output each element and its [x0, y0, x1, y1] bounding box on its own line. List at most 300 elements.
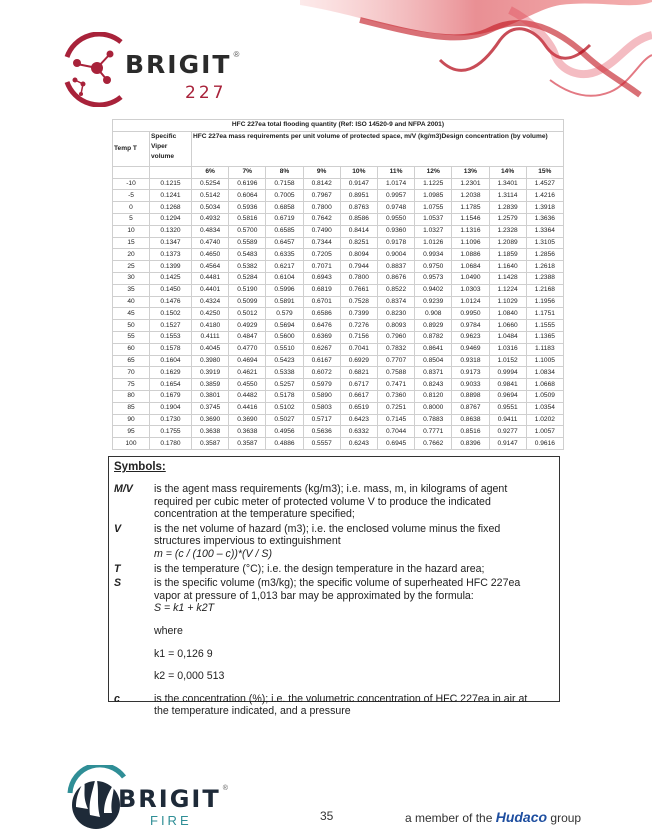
specific-volume-cell: 0.1268: [150, 202, 192, 214]
specific-volume-cell: 0.1730: [150, 414, 192, 426]
mass-cell: 0.5102: [266, 402, 303, 414]
table-row: [113, 343, 564, 355]
specific-volume-cell: 0.1502: [150, 308, 192, 320]
mass-cell: 0.7344: [303, 237, 340, 249]
symbol-key: c: [114, 692, 120, 705]
mass-cell: 0.9173: [452, 367, 489, 379]
table-row: [113, 178, 564, 190]
specific-volume-cell: 0.1399: [150, 261, 192, 273]
mass-cell: 0.5142: [192, 190, 229, 202]
mass-cell: 0.7707: [377, 355, 414, 367]
mass-cell: 0.7960: [377, 331, 414, 343]
percent-header: 13%: [452, 166, 489, 178]
header-temp: Temp T: [113, 131, 150, 166]
mass-cell: 0.8767: [452, 402, 489, 414]
mass-cell: 1.3636: [526, 213, 563, 225]
symbol-key: M/V: [114, 483, 133, 495]
mass-cell: 1.1225: [415, 178, 452, 190]
mass-cell: 0.7661: [340, 284, 377, 296]
member-prefix: a member of the: [405, 811, 493, 825]
mass-cell: 0.5936: [229, 202, 266, 214]
table-row: [113, 308, 564, 320]
temp-cell: 65: [113, 355, 150, 367]
temp-cell: 35: [113, 284, 150, 296]
mass-cell: 1.1096: [452, 237, 489, 249]
mass-cell: 1.3114: [489, 190, 526, 202]
mass-cell: 1.1365: [526, 331, 563, 343]
mass-cell: 0.7276: [340, 320, 377, 332]
mass-cell: 0.3690: [192, 414, 229, 426]
specific-volume-cell: 0.1320: [150, 225, 192, 237]
temp-cell: 25: [113, 261, 150, 273]
mass-cell: 0.4932: [192, 213, 229, 225]
table-row: [113, 426, 564, 438]
symbol-description: [154, 648, 554, 661]
symbol-description-line: k1 = 0,126 9: [154, 647, 213, 660]
table-row: [113, 402, 564, 414]
specific-volume-cell: 0.1450: [150, 284, 192, 296]
mass-cell: 1.1428: [489, 272, 526, 284]
mass-cell: 0.7883: [415, 414, 452, 426]
mass-cell: 0.8522: [377, 284, 414, 296]
footer-brand-lockup: [118, 785, 228, 813]
mass-cell: 0.9994: [489, 367, 526, 379]
mass-cell: 0.7041: [340, 343, 377, 355]
mass-cell: 0.4180: [192, 320, 229, 332]
table-row: [113, 213, 564, 225]
table-row: [113, 190, 564, 202]
mass-cell: 0.4740: [192, 237, 229, 249]
temp-cell: 95: [113, 426, 150, 438]
page-number: 35: [320, 809, 334, 823]
specific-volume-cell: 0.1604: [150, 355, 192, 367]
mass-cell: 1.0537: [415, 213, 452, 225]
mass-cell: 1.1956: [526, 296, 563, 308]
symbol-key: T: [114, 562, 121, 575]
mass-cell: 1.1029: [489, 296, 526, 308]
mass-cell: 0.8929: [415, 320, 452, 332]
mass-cell: 0.7205: [303, 249, 340, 261]
mass-cell: 1.3364: [526, 225, 563, 237]
symbols-box: [108, 456, 560, 718]
header-specific-volume: Specific Viper volume: [150, 131, 192, 166]
mass-cell: 0.5890: [303, 390, 340, 402]
mass-cell: 0.8093: [377, 320, 414, 332]
flooding-quantity-table: [112, 119, 564, 450]
mass-cell: 0.6167: [303, 355, 340, 367]
mass-cell: 0.4834: [192, 225, 229, 237]
mass-cell: 0.6585: [266, 225, 303, 237]
percent-header: 15%: [526, 166, 563, 178]
mass-cell: 0.5717: [303, 414, 340, 426]
mass-cell: 0.8898: [452, 390, 489, 402]
symbol-definition: [114, 670, 554, 683]
mass-cell: 0.7399: [340, 308, 377, 320]
mass-cell: 0.5254: [192, 178, 229, 190]
mass-cell: 0.9934: [415, 249, 452, 261]
mass-cell: 1.1183: [526, 343, 563, 355]
mass-cell: 0.8516: [452, 426, 489, 438]
symbol-description-line: is the specific volume (m3/kg); the specific volume of superheated HFC 227ea: [154, 577, 521, 590]
mass-cell: 1.2089: [489, 237, 526, 249]
mass-cell: 0.9147: [340, 178, 377, 190]
symbol-description-line: is the agent mass requirements (kg/m3); i.e. mass, m, in kilograms of agent: [154, 483, 508, 495]
mass-cell: 0.4847: [229, 331, 266, 343]
mass-cell: 0.5178: [266, 390, 303, 402]
mass-cell: 1.2618: [526, 261, 563, 273]
brand-lockup: [125, 50, 239, 79]
mass-cell: 0.6243: [340, 438, 377, 450]
table-row: [113, 355, 564, 367]
symbol-key: V: [114, 522, 122, 535]
table-row: [113, 367, 564, 379]
mass-cell: 0.3980: [192, 355, 229, 367]
mass-cell: 1.1546: [452, 213, 489, 225]
mass-cell: 1.2168: [526, 284, 563, 296]
specific-volume-cell: 0.1527: [150, 320, 192, 332]
table-row: [113, 414, 564, 426]
symbol-key: [114, 670, 154, 683]
temp-cell: 85: [113, 402, 150, 414]
registered-mark: ®: [233, 50, 240, 59]
specific-volume-cell: 0.1215: [150, 178, 192, 190]
mass-cell: 0.9147: [489, 438, 526, 450]
member-note: [405, 809, 581, 825]
temp-cell: 70: [113, 367, 150, 379]
mass-cell: 0.9573: [415, 272, 452, 284]
mass-cell: 0.8094: [340, 249, 377, 261]
mass-cell: 1.2301: [452, 178, 489, 190]
mass-cell: 0.9360: [377, 225, 414, 237]
symbol-definition: [114, 648, 554, 661]
table-row: [113, 284, 564, 296]
mass-cell: 0.6943: [303, 272, 340, 284]
mass-cell: 0.3919: [192, 367, 229, 379]
mass-cell: 0.8142: [303, 178, 340, 190]
percent-header: 7%: [229, 166, 266, 178]
mass-cell: 0.4550: [229, 379, 266, 391]
symbol-description-line: required per cubic meter of protected volume V to produce the indicated: [154, 495, 491, 508]
mass-cell: 0.7800: [303, 202, 340, 214]
mass-cell: 0.9551: [489, 402, 526, 414]
red-smoke-graphic: [300, 0, 652, 110]
specific-volume-cell: 0.1904: [150, 402, 192, 414]
symbol-description-line: m = (c / (100 – c))*(V / S): [154, 547, 273, 560]
mass-cell: 0.908: [415, 308, 452, 320]
mass-cell: 1.1555: [526, 320, 563, 332]
brigit-227-logo-icon: [55, 32, 125, 107]
table-row: [113, 320, 564, 332]
mass-cell: 0.7800: [340, 272, 377, 284]
mass-cell: 0.8000: [415, 402, 452, 414]
mass-cell: 0.7471: [377, 379, 414, 391]
mass-cell: 0.4416: [229, 402, 266, 414]
mass-cell: 0.6064: [229, 190, 266, 202]
mass-cell: 0.5996: [266, 284, 303, 296]
mass-cell: 0.6719: [266, 213, 303, 225]
mass-cell: 0.6819: [303, 284, 340, 296]
mass-cell: 0.7832: [377, 343, 414, 355]
mass-cell: 0.8396: [452, 438, 489, 450]
mass-cell: 1.0327: [415, 225, 452, 237]
mass-cell: 1.0152: [489, 355, 526, 367]
symbol-description: [154, 563, 554, 576]
temp-cell: 80: [113, 390, 150, 402]
mass-cell: 0.4929: [229, 320, 266, 332]
mass-cell: 0.9950: [452, 308, 489, 320]
mass-cell: 1.1785: [452, 202, 489, 214]
mass-cell: 0.4770: [229, 343, 266, 355]
symbol-description-line: is the net volume of hazard (m3); i.e. the enclosed volume minus the fixed: [154, 522, 501, 535]
temp-cell: 45: [113, 308, 150, 320]
table-row: [113, 249, 564, 261]
temp-cell: -5: [113, 190, 150, 202]
table-row: [113, 202, 564, 214]
mass-cell: 0.5338: [266, 367, 303, 379]
mass-cell: 0.4111: [192, 331, 229, 343]
symbol-description-line: is the concentration (%); i.e. the volumetric concentration of HFC 227ea in air at: [154, 692, 528, 705]
specific-volume-cell: 0.1373: [150, 249, 192, 261]
mass-cell: 0.9784: [452, 320, 489, 332]
mass-cell: 0.4482: [229, 390, 266, 402]
table-row: [113, 296, 564, 308]
temp-cell: 40: [113, 296, 150, 308]
temp-cell: -10: [113, 178, 150, 190]
specific-volume-cell: 0.1294: [150, 213, 192, 225]
mass-cell: 0.9178: [377, 237, 414, 249]
hudaco-brand: Hudaco: [495, 809, 548, 825]
mass-cell: 0.6617: [340, 390, 377, 402]
mass-cell: 0.9033: [452, 379, 489, 391]
percent-header: 12%: [415, 166, 452, 178]
symbol-definition: [114, 693, 554, 718]
specific-volume-cell: 0.1578: [150, 343, 192, 355]
mass-cell: 0.9623: [452, 331, 489, 343]
mass-cell: 1.0174: [377, 178, 414, 190]
mass-cell: 0.6072: [303, 367, 340, 379]
mass-cell: 0.3859: [192, 379, 229, 391]
mass-cell: 1.1316: [452, 225, 489, 237]
mass-cell: 0.5190: [229, 284, 266, 296]
mass-cell: 0.8120: [415, 390, 452, 402]
table-title-row: [113, 120, 564, 132]
footer-brand-name: BRIGIT: [118, 785, 221, 813]
symbol-description-line: the temperature indicated, and a pressure: [154, 705, 351, 718]
table-row: [113, 379, 564, 391]
symbols-title: Symbols:: [114, 461, 166, 473]
mass-cell: 0.5803: [303, 402, 340, 414]
mass-cell: 1.2579: [489, 213, 526, 225]
mass-cell: 0.8243: [415, 379, 452, 391]
mass-cell: 0.6369: [303, 331, 340, 343]
mass-cell: 0.8763: [340, 202, 377, 214]
mass-cell: 0.9402: [415, 284, 452, 296]
mass-cell: 0.7156: [340, 331, 377, 343]
mass-cell: 0.7967: [303, 190, 340, 202]
mass-cell: 1.2839: [489, 202, 526, 214]
mass-cell: 0.8230: [377, 308, 414, 320]
specific-volume-cell: 0.1629: [150, 367, 192, 379]
mass-cell: 0.8251: [340, 237, 377, 249]
mass-cell: 0.7158: [266, 178, 303, 190]
table-title: HFC 227ea total flooding quantity (Ref: ISO 14520-9 and NFPA 2001): [113, 120, 564, 132]
temp-cell: 60: [113, 343, 150, 355]
symbol-description-line: concentration at the temperature specified;: [154, 508, 355, 521]
mass-cell: 0.8414: [340, 225, 377, 237]
mass-cell: 0.8782: [415, 331, 452, 343]
product-number: 227: [185, 83, 227, 103]
mass-cell: 0.6945: [377, 438, 414, 450]
temp-cell: 15: [113, 237, 150, 249]
mass-cell: 0.7145: [377, 414, 414, 426]
mass-cell: 0.5423: [266, 355, 303, 367]
mass-cell: 0.7642: [303, 213, 340, 225]
mass-cell: 0.6519: [340, 402, 377, 414]
table-row: [113, 237, 564, 249]
member-suffix: group: [550, 811, 582, 825]
mass-cell: 0.4694: [229, 355, 266, 367]
mass-cell: 0.5257: [266, 379, 303, 391]
mass-cell: 0.9616: [526, 438, 563, 450]
percent-header: 10%: [340, 166, 377, 178]
mass-cell: 0.7044: [377, 426, 414, 438]
mass-cell: 0.3638: [229, 426, 266, 438]
mass-cell: 1.0684: [452, 261, 489, 273]
mass-cell: 1.0202: [526, 414, 563, 426]
mass-cell: 0.8837: [377, 261, 414, 273]
specific-volume-cell: 0.1476: [150, 296, 192, 308]
mass-cell: 1.1640: [489, 261, 526, 273]
mass-cell: 0.6267: [303, 343, 340, 355]
empty-cell: [150, 166, 192, 178]
mass-cell: 0.3801: [192, 390, 229, 402]
percent-header: 8%: [266, 166, 303, 178]
footer-brand-sub: FIRE: [150, 813, 192, 828]
mass-cell: 1.1005: [526, 355, 563, 367]
mass-cell: 0.5099: [229, 296, 266, 308]
mass-cell: 0.6335: [266, 249, 303, 261]
mass-cell: 0.5636: [303, 426, 340, 438]
mass-cell: 1.0755: [415, 202, 452, 214]
symbol-key: [114, 648, 154, 661]
mass-cell: 0.4886: [266, 438, 303, 450]
symbol-key: [114, 625, 154, 638]
mass-cell: 1.0484: [489, 331, 526, 343]
mass-cell: 0.8504: [415, 355, 452, 367]
mass-cell: 0.6423: [340, 414, 377, 426]
table-row: [113, 438, 564, 450]
mass-cell: 0.9748: [377, 202, 414, 214]
table-row: [113, 331, 564, 343]
mass-cell: 1.0057: [526, 426, 563, 438]
mass-cell: 1.0126: [415, 237, 452, 249]
mass-cell: 0.7360: [377, 390, 414, 402]
temp-cell: 5: [113, 213, 150, 225]
mass-cell: 0.3745: [192, 402, 229, 414]
mass-cell: 0.7588: [377, 367, 414, 379]
mass-cell: 0.5012: [229, 308, 266, 320]
temp-cell: 100: [113, 438, 150, 450]
mass-cell: 0.8586: [340, 213, 377, 225]
specific-volume-cell: 0.1780: [150, 438, 192, 450]
mass-cell: 0.8951: [340, 190, 377, 202]
mass-cell: 0.7490: [303, 225, 340, 237]
mass-cell: 0.3690: [229, 414, 266, 426]
mass-cell: 0.5510: [266, 343, 303, 355]
mass-cell: 1.3401: [489, 178, 526, 190]
symbols-list: [114, 483, 554, 718]
specific-volume-cell: 0.1241: [150, 190, 192, 202]
footer-registered-mark: ®: [222, 785, 228, 792]
mass-cell: 1.4216: [526, 190, 563, 202]
mass-cell: 0.7251: [377, 402, 414, 414]
percent-header: 14%: [489, 166, 526, 178]
mass-cell: 0.5694: [266, 320, 303, 332]
percent-header: 9%: [303, 166, 340, 178]
symbol-key: S: [114, 577, 122, 590]
mass-cell: 0.6858: [266, 202, 303, 214]
mass-cell: 0.7528: [340, 296, 377, 308]
percent-header-row: [113, 166, 564, 178]
mass-cell: 1.0886: [452, 249, 489, 261]
mass-cell: 0.3638: [192, 426, 229, 438]
mass-cell: 0.5034: [192, 202, 229, 214]
mass-cell: 0.7662: [415, 438, 452, 450]
specific-volume-cell: 0.1425: [150, 272, 192, 284]
temp-cell: 10: [113, 225, 150, 237]
mass-cell: 0.9239: [415, 296, 452, 308]
mass-cell: 0.8371: [415, 367, 452, 379]
specific-volume-cell: 0.1553: [150, 331, 192, 343]
mass-cell: 1.0303: [452, 284, 489, 296]
mass-cell: 0.9411: [489, 414, 526, 426]
mass-cell: 0.579: [266, 308, 303, 320]
temp-cell: 90: [113, 414, 150, 426]
symbol-description-line: k2 = 0,000 513: [154, 670, 225, 683]
table-row: [113, 261, 564, 273]
specific-volume-cell: 0.1347: [150, 237, 192, 249]
header-mass-requirements: HFC 227ea mass requirements per unit volume of protected space, m/V (kg/m3)Design concentration (by volume): [192, 131, 564, 166]
mass-cell: 0.4250: [192, 308, 229, 320]
temp-cell: 20: [113, 249, 150, 261]
symbol-description: [154, 625, 554, 638]
table-header-row: [113, 131, 564, 166]
mass-cell: 0.5816: [229, 213, 266, 225]
mass-cell: 0.5979: [303, 379, 340, 391]
empty-cell: [113, 166, 150, 178]
mass-cell: 0.9318: [452, 355, 489, 367]
symbol-definition: [114, 483, 554, 521]
mass-cell: 0.4564: [192, 261, 229, 273]
mass-cell: 0.4481: [192, 272, 229, 284]
mass-cell: 0.3587: [229, 438, 266, 450]
mass-cell: 0.6701: [303, 296, 340, 308]
symbol-definition: [114, 523, 554, 561]
mass-cell: 0.9694: [489, 390, 526, 402]
symbol-description: [154, 670, 554, 683]
mass-cell: 0.7771: [415, 426, 452, 438]
mass-cell: 1.0985: [415, 190, 452, 202]
mass-cell: 1.0124: [452, 296, 489, 308]
mass-cell: 0.3587: [192, 438, 229, 450]
mass-cell: 1.1224: [489, 284, 526, 296]
mass-cell: 0.4956: [266, 426, 303, 438]
mass-cell: 0.6476: [303, 320, 340, 332]
mass-cell: 0.7071: [303, 261, 340, 273]
symbol-description-line: vapor at pressure of 1,013 bar may be approximated by the formula:: [154, 589, 474, 602]
temp-cell: 55: [113, 331, 150, 343]
mass-cell: 0.9550: [377, 213, 414, 225]
